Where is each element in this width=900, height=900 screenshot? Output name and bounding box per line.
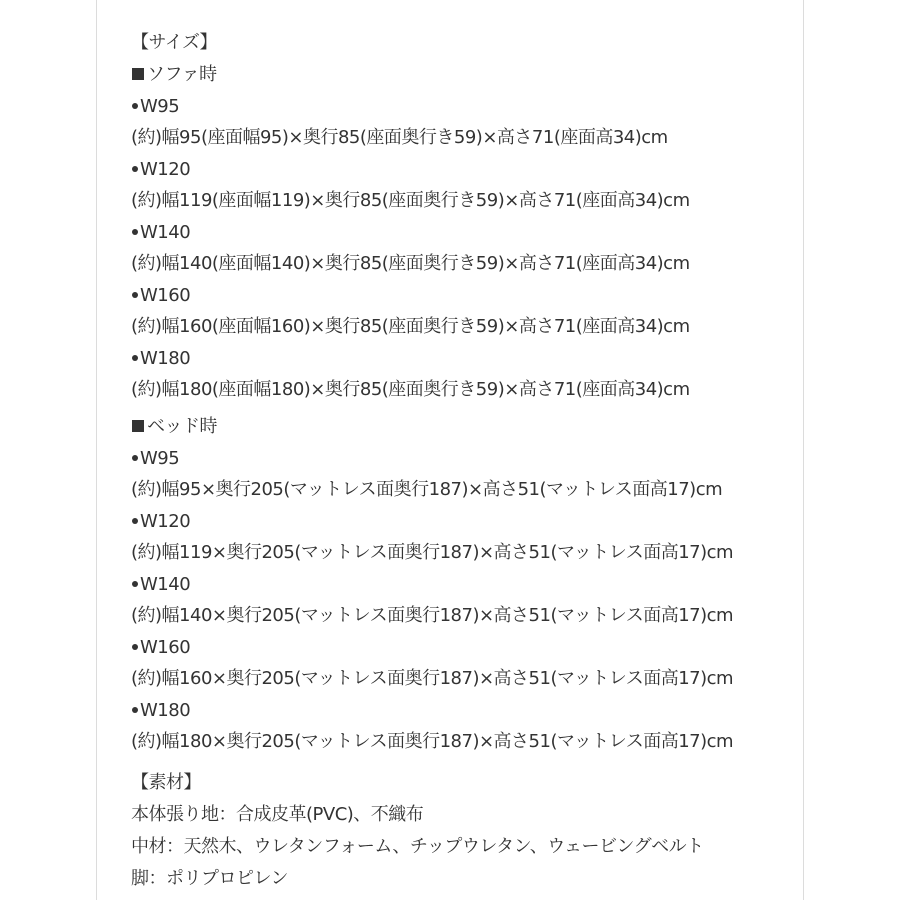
bed-size-label: W120	[131, 510, 190, 534]
dot-bullet-icon	[132, 103, 138, 109]
bed-size-label: W180	[131, 699, 190, 723]
spec-panel	[96, 0, 804, 900]
dot-bullet-icon	[132, 166, 138, 172]
sofa-size-label: W120	[131, 158, 190, 182]
sofa-size-spec: (約)幅140(座面幅140)×奥行85(座面奥行き59)×高さ71(座面高34)cm	[131, 253, 690, 274]
dot-bullet-icon	[132, 292, 138, 298]
material-legs: 脚：ポリプロピレン	[131, 868, 289, 889]
dot-bullet-icon	[132, 581, 138, 587]
sofa-size-spec: (約)幅160(座面幅160)×奥行85(座面奥行き59)×高さ71(座面高34)cm	[131, 316, 690, 337]
bed-size-label: W95	[131, 447, 179, 471]
sofa-size-label: W160	[131, 284, 190, 308]
bed-size-spec: (約)幅119×奥行205(マットレス面奥行187)×高さ51(マットレス面高17)cm	[131, 542, 734, 563]
sofa-size-spec: (約)幅119(座面幅119)×奥行85(座面奥行き59)×高さ71(座面高34)cm	[131, 190, 690, 211]
bed-heading-text: ベッド時	[147, 416, 217, 437]
material-filling: 中材：天然木、ウレタンフォーム、チップウレタン、ウェービングベルト	[131, 836, 704, 857]
bed-size-spec: (約)幅140×奥行205(マットレス面奥行187)×高さ51(マットレス面高17)cm	[131, 605, 734, 626]
bed-size-label: W140	[131, 573, 190, 597]
dot-bullet-icon	[132, 229, 138, 235]
bed-size-spec: (約)幅160×奥行205(マットレス面奥行187)×高さ51(マットレス面高17)cm	[131, 668, 734, 689]
square-bullet-icon	[132, 68, 144, 80]
dot-bullet-icon	[132, 355, 138, 361]
dot-bullet-icon	[132, 518, 138, 524]
bed-size-label: W160	[131, 636, 190, 660]
sofa-heading	[131, 63, 217, 87]
sofa-size-spec: (約)幅95(座面幅95)×奥行85(座面奥行き59)×高さ71(座面高34)cm	[131, 127, 668, 148]
sofa-size-label: W95	[131, 95, 179, 119]
dot-bullet-icon	[132, 707, 138, 713]
square-bullet-icon	[132, 420, 144, 432]
size-heading: 【サイズ】	[131, 32, 218, 53]
sofa-size-spec: (約)幅180(座面幅180)×奥行85(座面奥行き59)×高さ71(座面高34)cm	[131, 379, 690, 400]
bed-size-spec: (約)幅95×奥行205(マットレス面奥行187)×高さ51(マットレス面高17)cm	[131, 479, 723, 500]
sofa-size-label: W180	[131, 347, 190, 371]
dot-bullet-icon	[132, 644, 138, 650]
material-heading: 【素材】	[131, 772, 201, 793]
bed-size-spec: (約)幅180×奥行205(マットレス面奥行187)×高さ51(マットレス面高17)cm	[131, 731, 734, 752]
bed-heading	[131, 415, 217, 439]
material-body: 本体張り地：合成皮革(PVC)、不織布	[131, 804, 424, 825]
sofa-heading-text: ソファ時	[147, 64, 217, 85]
dot-bullet-icon	[132, 455, 138, 461]
sofa-size-label: W140	[131, 221, 190, 245]
